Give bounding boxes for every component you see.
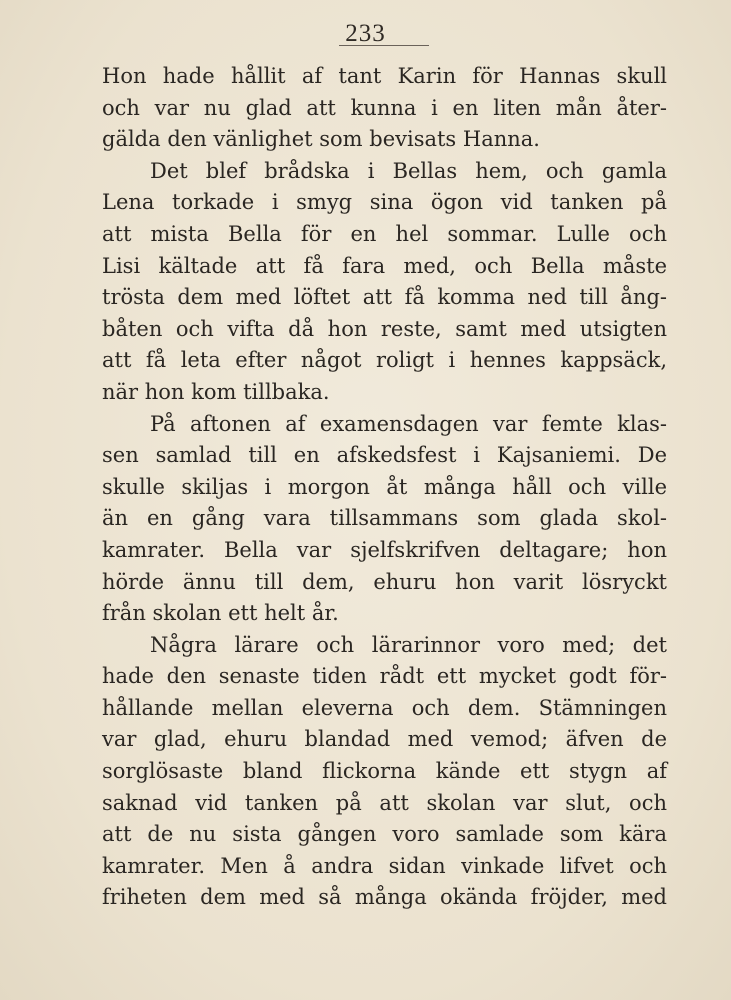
- text-line: Lena torkade i smyg sina ögon vid tanken på: [102, 190, 667, 215]
- text-line: Några lärare och lärarinnor voro med; det: [150, 632, 667, 657]
- text-line: Hon hade hållit af tant Karin för Hannas skull: [102, 64, 667, 88]
- text-line: att de nu sista gången voro samlade som kära: [102, 822, 667, 847]
- text-line: hörde ännu till dem, ehuru hon varit lösryckt: [102, 569, 667, 594]
- text-line: att mista Bella för en hel sommar. Lulle och: [102, 221, 667, 246]
- text-line: och var nu glad att kunna i en liten mån åter-: [102, 95, 667, 120]
- text-line: än en gång vara tillsammans som glada skol-: [102, 506, 667, 531]
- text-line: trösta dem med löftet att få komma ned till ång-: [102, 285, 667, 310]
- text-line: när hon kom tillbaka.: [102, 379, 330, 404]
- body-text: [102, 61, 667, 914]
- text-line: På aftonen af examensdagen var femte klas-: [150, 411, 667, 436]
- text-line: sen samlad till en afskedsfest i Kajsaniemi. De: [102, 443, 667, 468]
- text-line: att få leta efter något roligt i hennes kappsäck,: [102, 348, 667, 373]
- text-line: kamrater. Men å andra sidan vinkade lifvet och: [102, 853, 667, 878]
- page-number: 233: [345, 20, 386, 47]
- text-line: från skolan ett helt år.: [102, 601, 339, 626]
- text-line: båten och vifta då hon reste, samt med utsigten: [102, 316, 667, 341]
- text-line: kamrater. Bella var sjelfskrifven deltagare; hon: [102, 537, 667, 562]
- text-line: gälda den vänlighet som bevisats Hanna.: [102, 127, 540, 152]
- text-line: var glad, ehuru blandad med vemod; äfven de: [102, 727, 667, 752]
- text-line: Lisi kältade att få fara med, och Bella måste: [102, 253, 667, 278]
- header-rule: [339, 45, 429, 46]
- text-line: Det blef brådska i Bellas hem, och gamla: [150, 158, 667, 183]
- text-line: hade den senaste tiden rådt ett mycket godt för-: [102, 664, 667, 689]
- text-line: sorglösaste bland flickorna kände ett stygn af: [102, 759, 667, 784]
- text-line: saknad vid tanken på att skolan var slut, och: [102, 790, 667, 815]
- text-line: friheten dem med så många okända fröjder, med: [102, 885, 667, 910]
- text-line: hållande mellan eleverna och dem. Stämningen: [102, 695, 667, 720]
- text-line: skulle skiljas i morgon åt många håll och ville: [102, 474, 667, 499]
